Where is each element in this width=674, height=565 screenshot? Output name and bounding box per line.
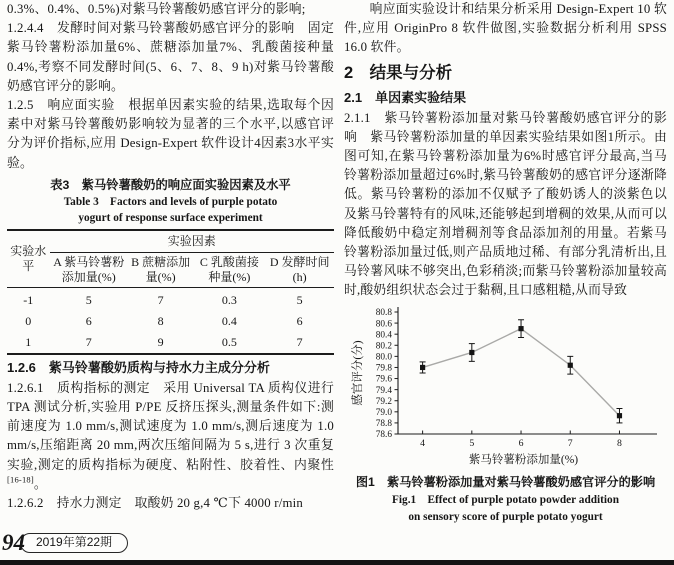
svg-text:8: 8 [616, 437, 622, 449]
table-group-header: 实验因素 [50, 230, 335, 253]
table-cell: 0.4 [221, 313, 237, 328]
section-1-2-6-heading: 1.2.6 紫马铃薯酸奶质构与持水力主成分分析 [7, 359, 270, 375]
table-col-header-c: C 乳酸菌接种量(%) [199, 254, 259, 284]
table-col-header-a: A 紫马铃薯粉添加量(%) [53, 254, 125, 284]
table-cell: 5 [50, 287, 128, 311]
page-footer [0, 531, 128, 555]
svg-text:80.6: 80.6 [375, 318, 392, 329]
svg-text:79.0: 79.0 [375, 407, 392, 418]
svg-text:79.2: 79.2 [375, 396, 392, 407]
table-cell: 9 [157, 334, 164, 349]
table-cell: 7 [128, 287, 193, 311]
table-row [7, 332, 334, 354]
table-col-header-b: B 蔗糖添加量(%) [131, 254, 191, 284]
svg-text:79.6: 79.6 [375, 374, 392, 385]
section-2-1-1-paragraph: 2.1.1 紫马铃薯粉添加量对紫马铃薯酸奶感官评分的影响 紫马铃薯粉添加量的单因素实验结果如图1所示。由图可知,在紫马铃薯粉添加量为6%时感官评分最高,当马铃薯粉添加量超过6%时,紫马铃薯酸奶的感官评分逐渐降低。紫马铃薯粉的添加不仅赋予了酸奶诱人的淡紫色以及紫马铃薯特有的风味,还能够起到增稠的效果,从而可以降低酸奶中稳定剂增稠剂等食品添加剂的用量。若紫马铃薯粉添加量过低,则产品质地过稀、有部分乳清析出,且马铃薯风味不够突出,色彩稍淡;而紫马铃薯粉添加量较高时,酸奶组织状态会过于黏稠,且口感粗糙,从而导致 [344, 110, 667, 298]
table-cell: 1 [25, 334, 32, 349]
svg-text:4: 4 [419, 437, 425, 449]
issue-badge: 2019年第22期 [20, 533, 128, 553]
section-2-heading: 2 结果与分析 [344, 63, 453, 82]
table-corner-header: 实验水平 [10, 243, 47, 273]
section-1-2-6-1-paragraph [7, 379, 334, 494]
table-row [7, 287, 334, 311]
svg-text:78.8: 78.8 [375, 418, 392, 429]
table-col-header-d: D 发酵时间(h) [269, 254, 330, 284]
figure-1-caption-en-1: Fig.1 Effect of purple potato powder addition [392, 493, 619, 506]
table-row [7, 311, 334, 332]
section-1-2-4-4-paragraph: 1.2.4.4 发酵时间对紫马铃薯酸奶感官评分的影响 固定紫马铃薯粉添加量6%、蔗糖添加量7%、乳酸菌接种量0.4%,考察不同发酵时间(5、6、7、8、9 h)对紫马铃薯酸奶感官评分的影响。 [7, 21, 334, 93]
table-3-title-en-2: yogurt of response surface experiment [78, 211, 263, 224]
figure-1-chart [348, 303, 664, 471]
svg-text:紫马铃薯粉添加量(%): 紫马铃薯粉添加量(%) [468, 453, 578, 466]
table-cell: 0.5 [221, 334, 237, 349]
svg-text:79.4: 79.4 [375, 385, 392, 396]
figure-1-caption-cn: 图1 紫马铃薯粉添加量对紫马铃薯酸奶感官评分的影响 [355, 474, 656, 489]
table-cell: 6 [296, 313, 303, 328]
svg-text:5: 5 [468, 437, 474, 449]
svg-text:80.2: 80.2 [375, 341, 392, 352]
svg-text:6: 6 [518, 437, 523, 449]
table-cell: 6 [85, 313, 92, 328]
table-3-title-cn: 表3 紫马铃薯酸奶的响应面实验因素及水平 [50, 177, 291, 192]
svg-text:7: 7 [567, 437, 573, 449]
figure-1-caption-en-2: on sensory score of purple potato yogurt [408, 510, 603, 523]
svg-text:79.8: 79.8 [375, 363, 392, 374]
section-2-1-heading: 2.1 单因素实验结果 [344, 89, 467, 105]
page-bottom-rule [0, 560, 674, 565]
figure-1 [344, 303, 667, 526]
section-1-2-6-2-paragraph: 1.2.6.2 持水力测定 取酸奶 20 g,4 ℃下 4000 r/min [7, 496, 303, 511]
right-column [344, 0, 667, 526]
svg-text:80.4: 80.4 [375, 330, 392, 341]
table-cell: 7 [296, 334, 303, 349]
citation-superscript: [16-18] [7, 474, 34, 485]
table-cell: 7 [85, 334, 92, 349]
svg-text:80.0: 80.0 [375, 352, 392, 363]
section-1-2-5-paragraph: 1.2.5 响应面实验 根据单因素实验的结果,选取每个因素中对紫马铃薯酸奶影响较为显著的三个水平,以感官评分为评价指标,应用 Design-Expert 软件设计4因素3水平实验。 [7, 98, 334, 170]
intro-paragraph: 响应面实验设计和结果分析采用 Design-Expert 10 软件,应用 OriginPro 8 软件做图,实验数据分析利用 SPSS 16.0 软件。 [344, 2, 667, 55]
table-cell: 8 [157, 313, 164, 328]
svg-text:感官评分(分): 感官评分(分) [351, 340, 364, 406]
paragraph-text: 1.2.6.1 质构指标的测定 采用 Universal TA 质构仪进行 TPA 测试分析,实验用 P/PE 反挤压探头,测量条件如下:测前速度为 1.0 mm/s,测试速度为 1.0 mm/s,测后速度为 1.0 mm/s,压缩距离 20 mm,两次压缩间隔为 5 s,进行 3 次重复实验,测定的质构指标为硬度、粘附性、胶着性、内聚性 [7, 380, 334, 472]
table-3-title-en-1: Table 3 Factors and levels of purple potato [63, 195, 278, 208]
table-cell: 0 [25, 313, 32, 328]
table-cell: 5 [265, 287, 334, 311]
table-cell: 0.3 [193, 287, 265, 311]
left-column [7, 0, 334, 513]
paragraph-continuation: 0.3%、0.4%、0.5%)对紫马铃薯酸奶感官评分的影响; [7, 2, 306, 16]
page-number: 94 [2, 530, 25, 555]
table-3 [7, 229, 334, 355]
svg-text:80.8: 80.8 [375, 307, 392, 318]
paragraph-text: 。 [33, 476, 47, 491]
svg-text:78.6: 78.6 [375, 429, 392, 440]
table-cell: -1 [7, 287, 50, 311]
